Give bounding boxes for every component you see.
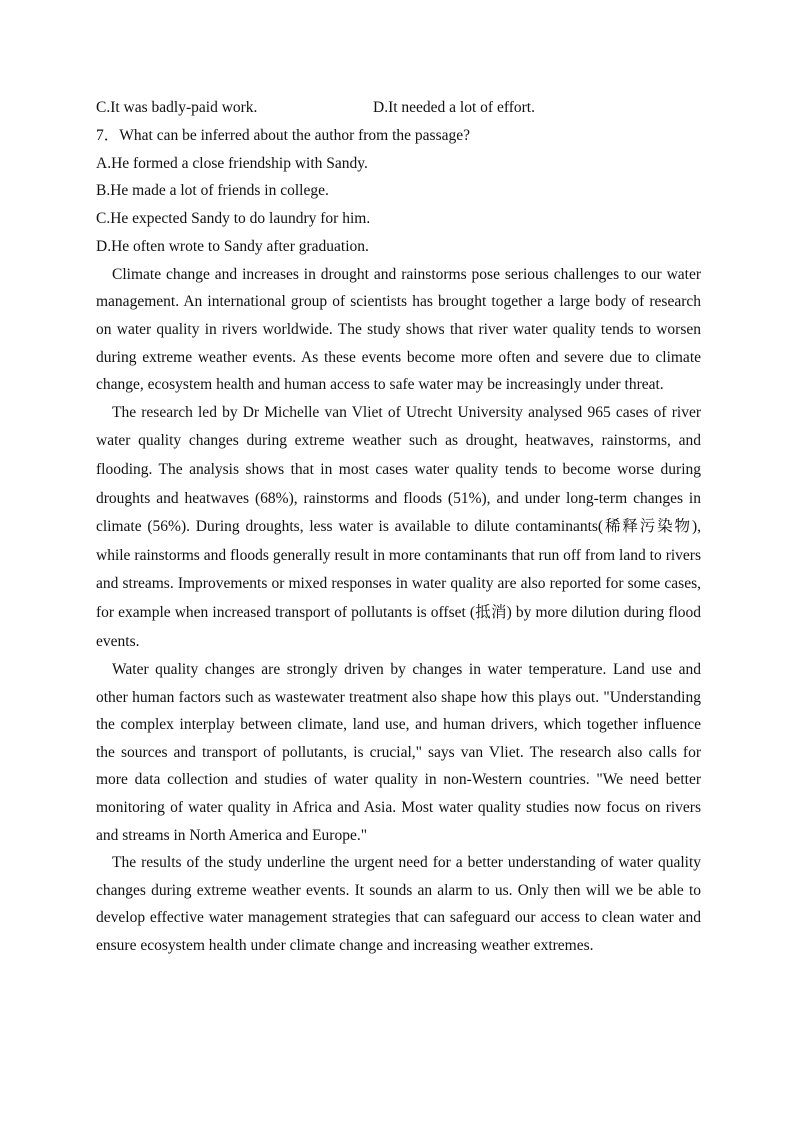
question-6-options-row <box>96 94 701 122</box>
passage-paragraph: Climate change and increases in drought and rainstorms pose serious challenges to our water management. An international group of scientists has brought together a large body of research on water quality in rivers worldwide. The study shows that river water quality tends to worsen during extreme weather events. As these events become more often and severe due to climate change, ecosystem health and human access to safe water may be increasingly under threat. <box>96 265 701 394</box>
question-7-option-d: D.He often wrote to Sandy after graduation. <box>96 237 369 255</box>
passage-paragraph: The research led by Dr Michelle van Vliet of Utrecht University analysed 965 cases of river water quality changes during extreme weather such as drought, heatwaves, rainstorms, and flooding. The analysis shows that in most cases water quality tends to become worse during droughts and heatwaves (68%), rainstorms and floods (51%), and under long-term changes in climate (56%). During droughts, less water is available to dilute contaminants(稀释污染物), while rainstorms and floods generally result in more contaminants that run off from land to rivers and streams. Improvements or mixed responses in water quality are also reported for some cases, for example when increased transport of pollutants is offset (抵消) by more dilution during flood events. <box>96 403 701 650</box>
question-7-stem: 7．What can be inferred about the author from the passage? <box>96 126 470 144</box>
passage-paragraph: The results of the study underline the urgent need for a better understanding of water quality changes during extreme weather events. It sounds an alarm to us. Only then will we be able to develop effective water management strategies that can safeguard our access to clean water and ensure ecosystem health under climate change and increasing weather extremes. <box>96 854 701 955</box>
question-7-option-b: B.He made a lot of friends in college. <box>96 182 329 200</box>
document-page <box>96 94 701 960</box>
question-7-option-c: C.He expected Sandy to do laundry for him. <box>96 210 371 228</box>
question-6-option-d: D.It needed a lot of effort. <box>373 99 535 116</box>
passage-paragraph: Water quality changes are strongly driven by changes in water temperature. Land use and other human factors such as wastewater treatment also shape how this plays out. "Understanding the complex interplay between climate, land use, and human drivers, which together influence the sources and transport of pollutants, is crucial," says van Vliet. The research also calls for more data collection and studies of water quality in non-Western countries. "We need better monitoring of water quality in Africa and Asia. Most water quality studies now focus on rivers and streams in North America and Europe." <box>96 661 701 844</box>
question-7-option-a: A.He formed a close friendship with Sandy. <box>96 154 368 172</box>
question-6-option-c: C.It was badly-paid work. <box>96 99 258 116</box>
